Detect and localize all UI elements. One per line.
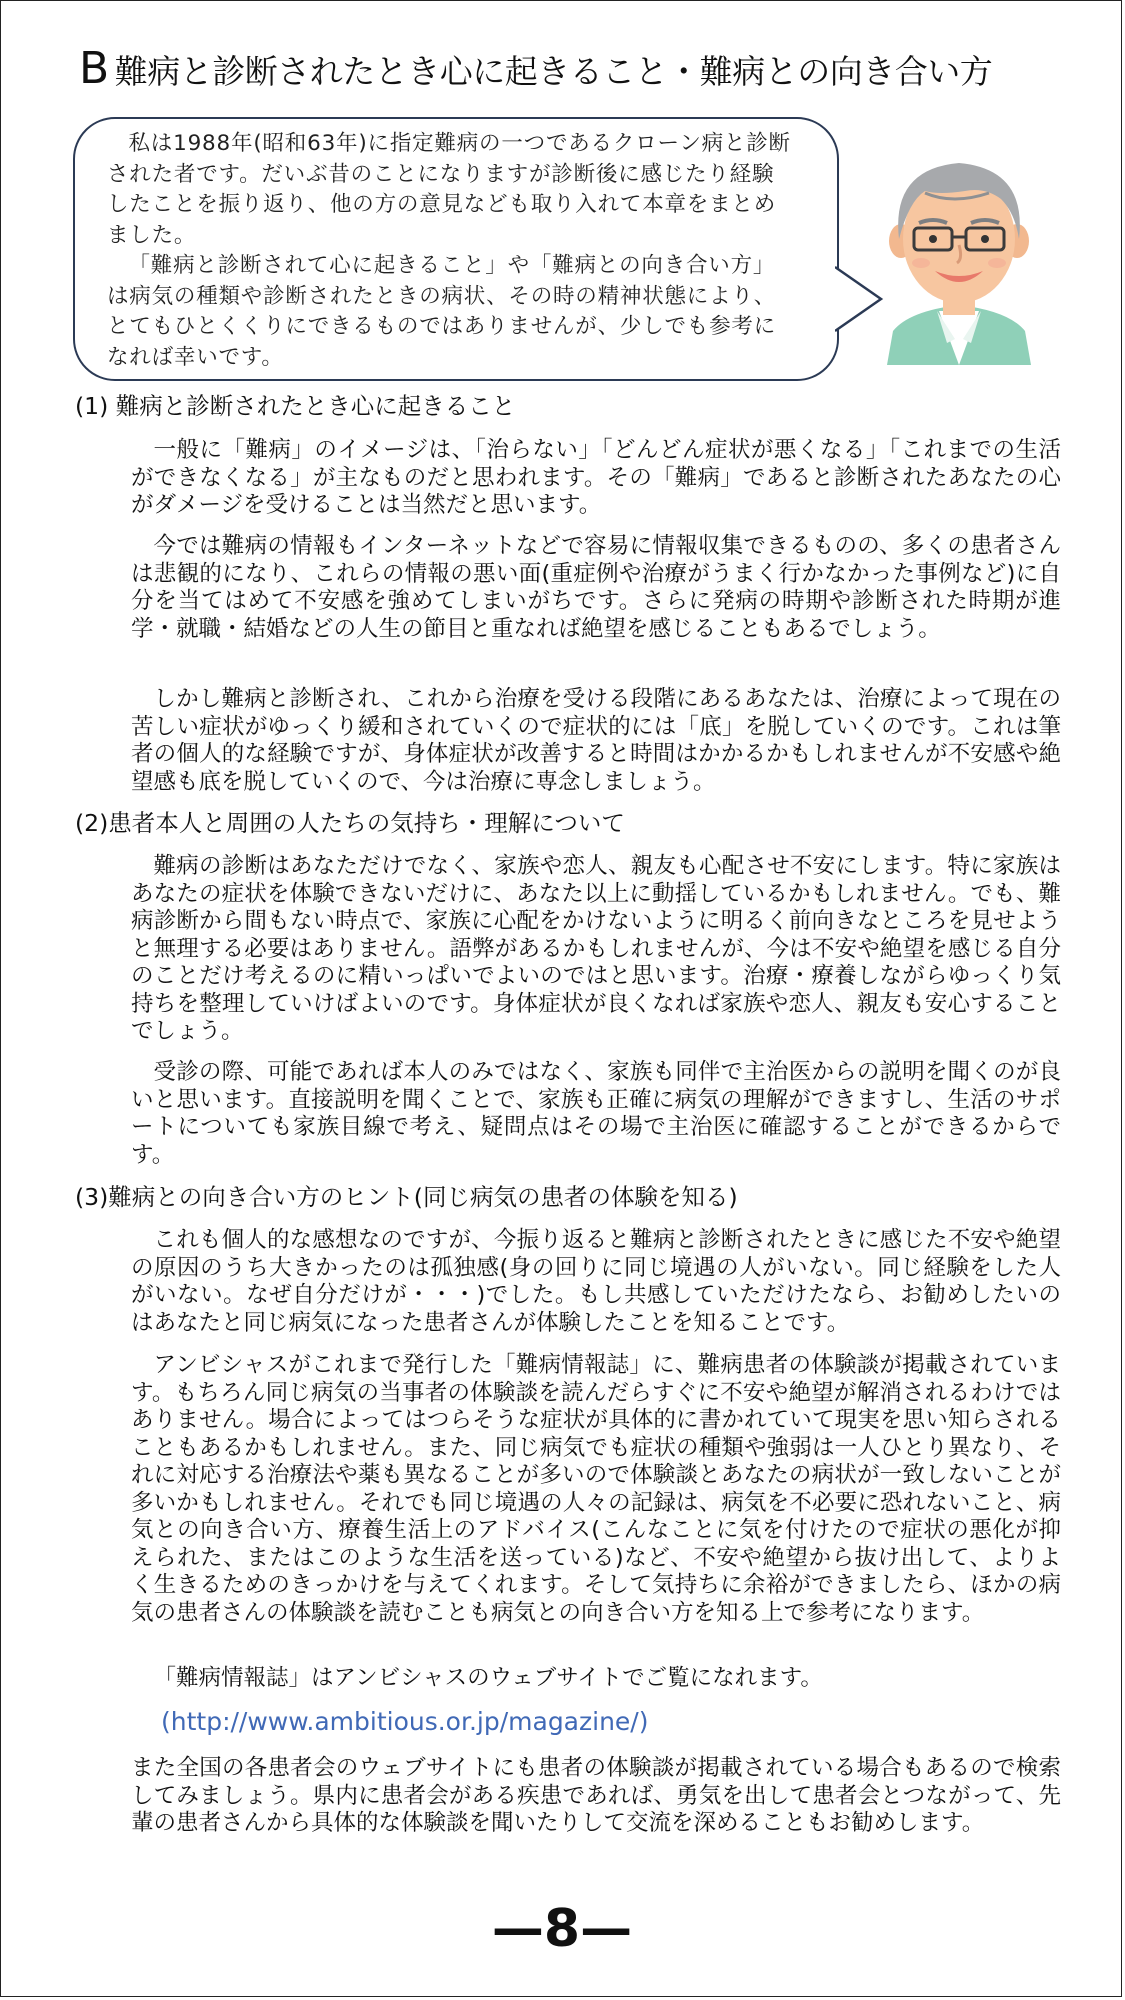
section-3-paragraph-2 xyxy=(131,1352,1061,1627)
magazine-url-line xyxy=(161,1705,648,1739)
section-3-paragraph-1 xyxy=(131,1227,1061,1337)
magazine-url-link[interactable]: (http://www.ambitious.or.jp/magazine/) xyxy=(161,1707,649,1736)
section-heading-1: (1) 難病と診断されたとき心に起きること xyxy=(75,392,516,420)
section-2-paragraph-2 xyxy=(131,1059,1061,1169)
paragraph-text: 難病の診断はあなただけでなく、家族や恋人、親友も心配させ不安にします。特に家族はあなたの症状を体験できないだけに、あなた以上に動揺しているかもしれません。でも、難病診断から間もない時点で、家族に心配をかけないように明るく前向きなところを見せようと無理する必要はありません。語弊があるかもしれませんが、今は不安や絶望を感じる自分のことだけ考えるのに精いっぱいでよいのではと思います。治療・療養しながらゆっくり気持ちを整理していけばよいのです。身体症状が良くなれば家族や恋人、親友も安心することでしょう。 xyxy=(131,853,1061,1044)
section-3-paragraph-3 xyxy=(131,1665,1061,1693)
paragraph-text: しかし難病と診断され、これから治療を受ける段階にあるあなたは、治療によって現在の苦しい症状がゆっくり緩和されていくので症状的には「底」を脱していくのです。これは筆者の個人的な経験ですが、身体症状が改善すると時間はかかるかもしれませんが不安感や絶望感も底を脱していくので、今は治療に専念しましょう。 xyxy=(131,686,1061,795)
paragraph-text: 「難病情報誌」はアンビシャスのウェブサイトでご覧になれます。 xyxy=(153,1665,823,1691)
section-heading-2: (2)患者本人と周囲の人たちの気持ち・理解について xyxy=(75,809,625,837)
section-3-closing-paragraph xyxy=(131,1755,1061,1838)
paragraph-text: また全国の各患者会のウェブサイトにも患者の体験談が掲載されている場合もあるので検索してみましょう。県内に患者会がある疾患であれば、勇気を出して患者会とつながって、先輩の患者さんから具体的な体験談を聞いたりして交流を深めることもお勧めします。 xyxy=(131,1755,1061,1836)
paragraph-text: 一般に「難病」のイメージは、「治らない」「どんどん症状が悪くなる」「これまでの生活ができなくなる」が主なものだと思われます。その「難病」であると診断されたあなたの心がダメージを受けることは当然だと思います。 xyxy=(131,437,1061,518)
intro-text xyxy=(107,129,793,373)
section-1-paragraph-2 xyxy=(131,533,1061,643)
section-2-paragraph-1 xyxy=(131,853,1061,1046)
section-heading-3: (3)難病との向き合い方のヒント(同じ病気の患者の体験を知る) xyxy=(75,1183,738,1211)
intro-paragraph: 「難病と診断されて心に起きること」や「難病との向き合い方」は病気の種類や診断されたときの病状、その時の精神状態により、とてもひとくくりにできるものではありませんが、少しでも参考になれば幸いです。 xyxy=(107,253,777,370)
author-avatar-illustration xyxy=(869,135,1049,365)
paragraph-text: アンビシャスがこれまで発行した「難病情報誌」に、難病患者の体験談が掲載されています。もちろん同じ病気の当事者の体験談を読んだらすぐに不安や絶望が解消されるわけではありません。場合によってはつらそうな症状が具体的に書かれていて現実を思い知らされることもあるかもしれません。また、同じ病気でも症状の種類や強弱は一人ひとり異なり、それに対応する治療法や薬も異なることが多いので体験談とあなたの病状が一致しないことが多いかもしれません。それでも同じ境遇の人々の記録は、病気を不必要に恐れないこと、病気との向き合い方、療養生活上のアドバイス(こんなことに気を付けたので症状の悪化が抑えられた、またはこのような生活を送っている)など、不安や絶望から抜け出して、よりよく生きるためのきっかけを与えてくれます。そして気持ちに余裕ができましたら、ほかの病気の患者さんの体験談を読むことも病気との向き合い方を知る上で参考になります。 xyxy=(131,1352,1061,1626)
page-title xyxy=(79,45,1079,96)
paragraph-text: 今では難病の情報もインターネットなどで容易に情報収集できるものの、多くの患者さんは悲観的になり、これらの情報の悪い面(重症例や治療がうまく行かなかった事例など)に自分を当てはめて不安感を強めてしまいがちです。さらに発病の時期や診断された時期が進学・就職・結婚などの人生の節目と重なれば絶望を感じることもあるでしょう。 xyxy=(131,533,1061,642)
intro-paragraph: 私は1988年(昭和63年)に指定難病の一つであるクローン病と診断された者です。だいぶ昔のことになりますが診断後に感じたり経験したことを振り返り、他の方の意見なども取り入れて本章をまとめました。 xyxy=(107,131,791,248)
title-text: 難病と診断されたとき心に起きること・難病との向き合い方 xyxy=(114,52,993,91)
page-number: —8— xyxy=(491,1899,633,1959)
paragraph-text: これも個人的な感想なのですが、今振り返ると難病と診断されたときに感じた不安や絶望の原因のうち大きかったのは孤独感(身の回りに同じ境遇の人がいない。同じ経験をした人がいない。なぜ自分だけが・・・)でした。もし共感していただけたなら、お勧めしたいのはあなたと同じ病気になった患者さんが体験したことを知ることです。 xyxy=(131,1227,1061,1336)
section-1-paragraph-1 xyxy=(131,437,1061,520)
section-1-paragraph-3 xyxy=(131,686,1061,796)
paragraph-text: 受診の際、可能であれば本人のみではなく、家族も同伴で主治医からの説明を聞くのが良いと思います。直接説明を聞くことで、家族も正確に病気の理解ができますし、生活のサポートについても家族目線で考え、疑問点はその場で主治医に確認することができるからです。 xyxy=(131,1059,1061,1168)
section-letter: B xyxy=(79,43,109,94)
